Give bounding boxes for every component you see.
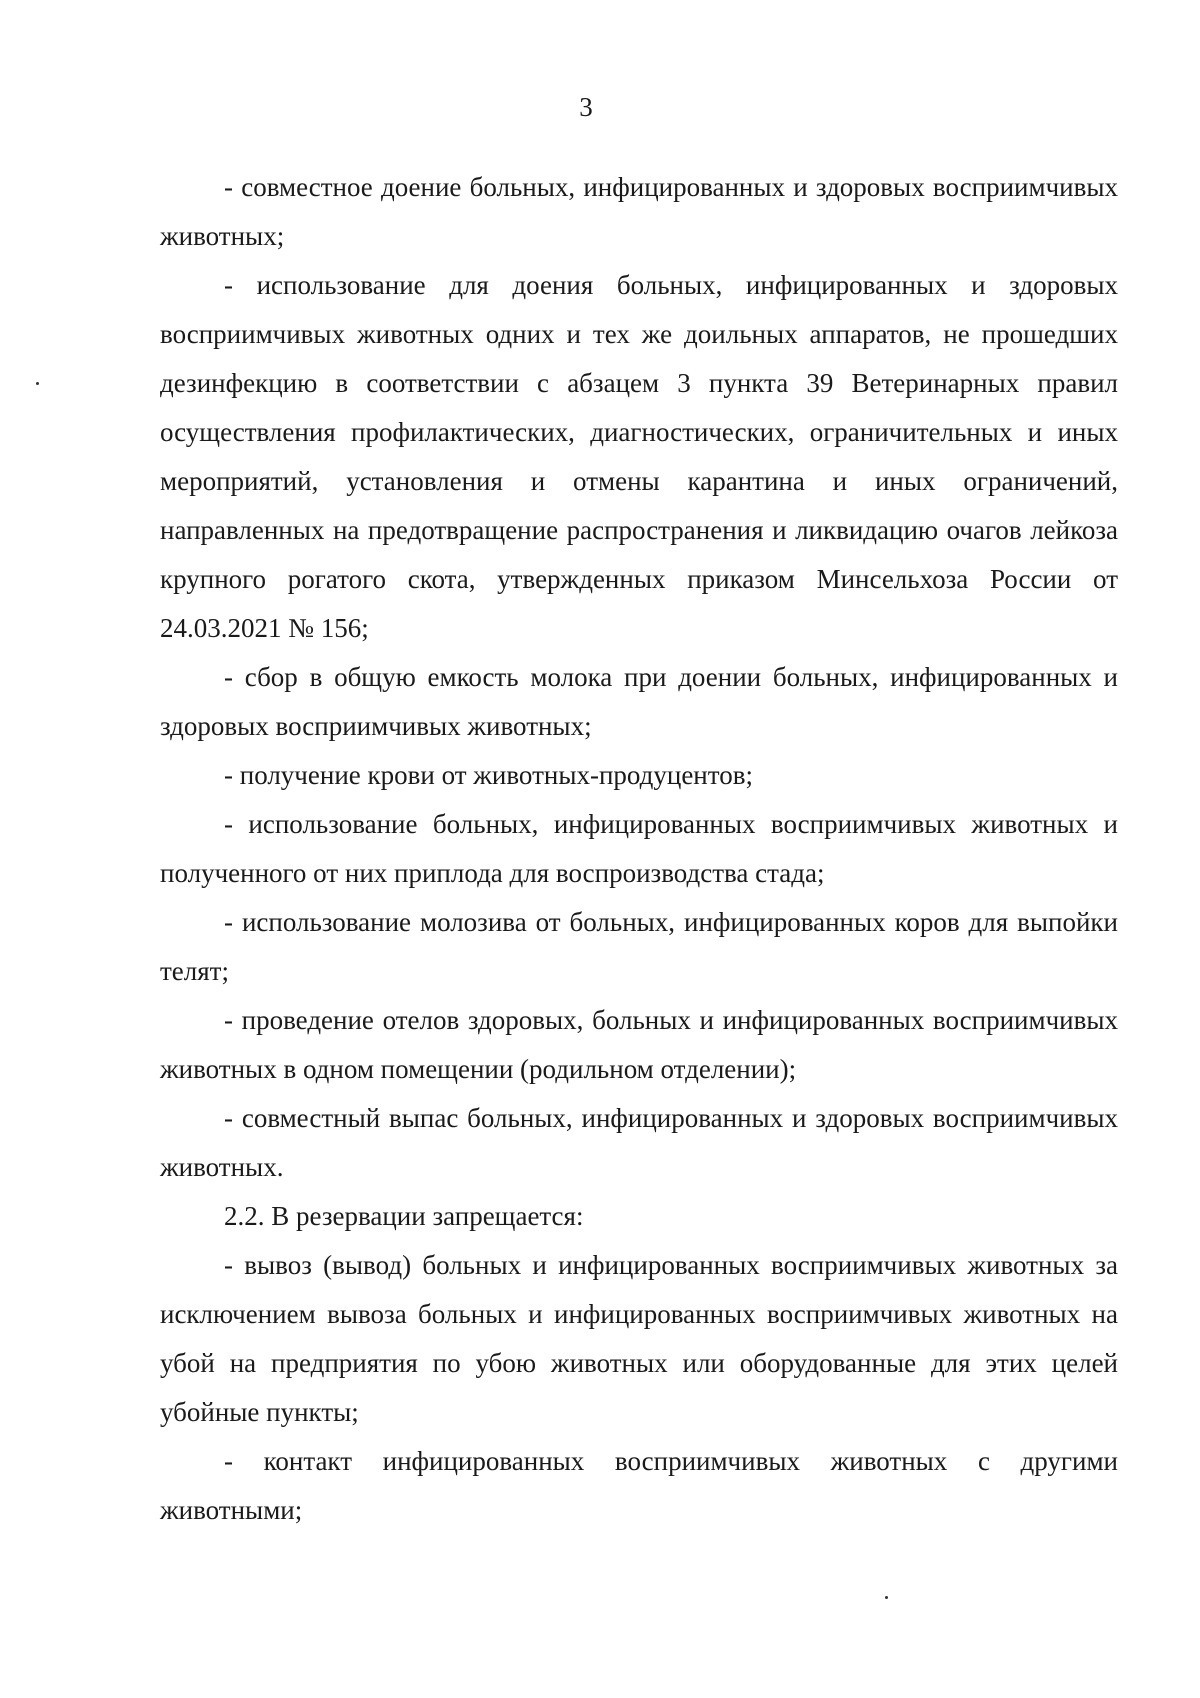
list-item-calving: - проведение отелов здоровых, больных и инфицированных восприимчивых животных в одном помещении (родильном отделении);	[160, 1005, 1118, 1084]
list-item-joint-grazing: - совместный выпас больных, инфицированных и здоровых восприимчивых животных.	[160, 1103, 1118, 1182]
list-item-contact: - контакт инфицированных восприимчивых животных с другими животными;	[160, 1446, 1118, 1525]
list-item-blood-collection: - получение крови от животных-продуцентов;	[224, 760, 753, 790]
list-item-milking-equipment: - использование для доения больных, инфицированных и здоровых восприимчивых животных одних и тех же доильных аппаратов, не прошедших дезинфекцию в соответствии с абзацем 3 пункта 39 Ветеринарных правил осуществления профилактических, диагностических, ограничительных и иных мероприятий, установления и отмены карантина и иных ограничений, направленных на предотвращение распространения и ликвидацию очагов лейкоза крупного рогатого скота, утвержденных приказом Минсельхоза России от 24.03.2021 № 156;	[160, 270, 1118, 643]
list-item-milk-collection: - сбор в общую емкость молока при доении больных, инфицированных и здоровых восприимчивых животных;	[160, 662, 1118, 741]
scan-artifact-dot	[885, 1596, 888, 1599]
document-body	[160, 163, 1118, 1535]
page-number: 3	[579, 92, 593, 122]
list-item-joint-milking: - совместное доение больных, инфицированных и здоровых восприимчивых животных;	[160, 172, 1118, 251]
section-heading-2-2: 2.2. В резервации запрещается:	[224, 1201, 584, 1231]
scan-artifact-dot	[36, 382, 39, 385]
list-item-removal: - вывоз (вывод) больных и инфицированных восприимчивых животных за исключением вывоза больных и инфицированных восприимчивых животных на убой на предприятия по убою животных или оборудованные для этих целей убойные пункты;	[160, 1250, 1118, 1427]
list-item-reproduction: - использование больных, инфицированных восприимчивых животных и полученного от них приплода для воспроизводства стада;	[160, 809, 1118, 888]
list-item-colostrum: - использование молозива от больных, инфицированных коров для выпойки телят;	[160, 907, 1118, 986]
